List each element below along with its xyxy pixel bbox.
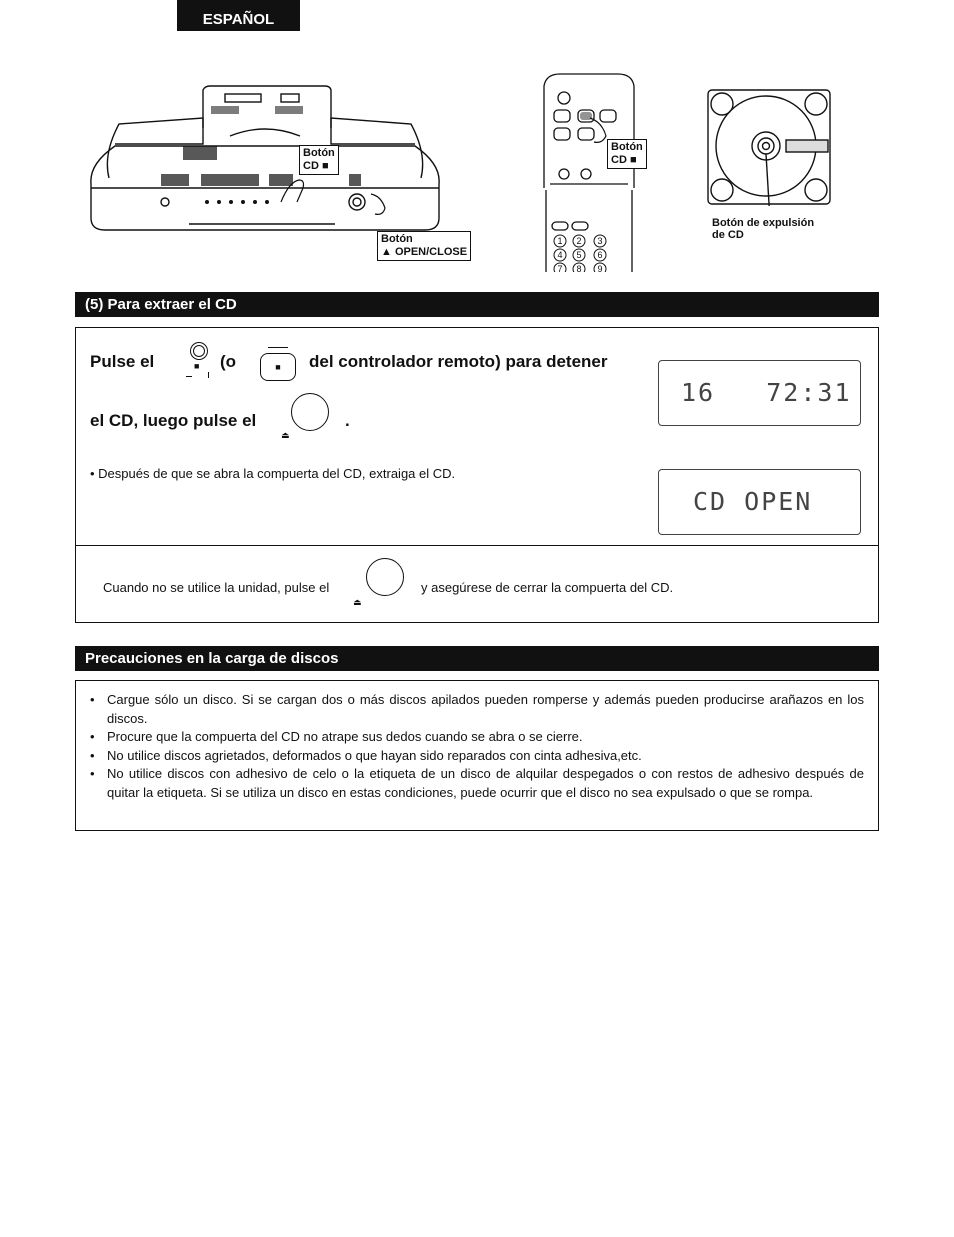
- list-item: • Procure que la compuerta del CD no atrape sus dedos cuando se abra o se cierre.: [90, 728, 864, 747]
- remote-key-2: 2: [576, 236, 582, 246]
- language-tab: ESPAÑOL: [177, 0, 300, 31]
- unit-stop-button-icon: [186, 340, 212, 380]
- instruction-line1-c: del controlador remoto) para detener: [309, 352, 608, 371]
- remote-key-7: 7: [557, 264, 563, 272]
- remote-key-9: 9: [597, 264, 603, 272]
- remote-key-6: 6: [597, 250, 603, 260]
- section-title-precautions: Precauciones en la carga de discos: [75, 646, 879, 671]
- box-divider: [76, 545, 878, 546]
- remote-key-3: 3: [597, 236, 603, 246]
- section-title-remove-cd: (5) Para extraer el CD: [75, 292, 879, 317]
- figures-area: [0, 60, 954, 275]
- eject-icon: ⏏: [281, 430, 290, 440]
- remote-key-4: 4: [557, 250, 563, 260]
- stop-glyph-icon: ■: [194, 361, 200, 371]
- remote-key-8: 8: [576, 264, 582, 272]
- unit-open-close-button-label: Botón ▲ OPEN/CLOSE: [377, 231, 471, 261]
- open-close-button-icon-note: [351, 556, 405, 608]
- display-track-time: 16 72:31: [658, 360, 861, 426]
- precautions-box: [75, 680, 879, 831]
- close-note-a: Cuando no se utilice la unidad, pulse el: [103, 580, 330, 595]
- instruction-line2-a: el CD, luego pulse el: [90, 411, 257, 430]
- remote-stop-button-icon: ■: [260, 347, 298, 383]
- close-note-b: y asegúrese de cerrar la compuerta del CD.: [421, 580, 674, 595]
- instruction-line1-a: Pulse el: [90, 352, 155, 371]
- instruction-line2-b: .: [345, 411, 350, 430]
- unit-stop-button-label: Botón CD ■: [299, 145, 339, 175]
- remote-key-1: 1: [557, 236, 563, 246]
- bullet-remove-cd: • Después de que se abra la compuerta del CD, extraiga el CD.: [90, 466, 456, 481]
- remote-key-5: 5: [576, 250, 582, 260]
- unit-illustration: [85, 84, 445, 234]
- instruction-line1-b: (o: [220, 352, 237, 371]
- list-item: • Cargue sólo un disco. Si se cargan dos o más discos apilados pueden romperse y además pueden producirse arañazos en los discos.: [90, 691, 864, 728]
- remote-illustration: [540, 72, 638, 272]
- eject-icon: ⏏: [353, 597, 362, 607]
- cd-eject-caption: Botón de expulsión de CD: [712, 217, 815, 241]
- list-item: • No utilice discos agrietados, deformados o que hayan sido reparados con cinta adhesiva,etc.: [90, 747, 864, 766]
- remote-stop-button-label: Botón CD ■: [607, 139, 647, 169]
- precautions-list: [90, 691, 864, 803]
- list-item: • No utilice discos con adhesivo de celo o la etiqueta de un disco de alquilar despegados o con restos de adhesivo después de quitar la etiqueta. Si se utiliza un disco en estas condiciones, puede ocurrir que el disco no sea expulsado o que se rompa.: [90, 765, 864, 802]
- open-close-button-icon: [279, 391, 333, 443]
- cd-tray-illustration: [706, 88, 832, 206]
- display-cd-open: CD OPEN: [658, 469, 861, 535]
- remove-cd-box: [75, 327, 879, 623]
